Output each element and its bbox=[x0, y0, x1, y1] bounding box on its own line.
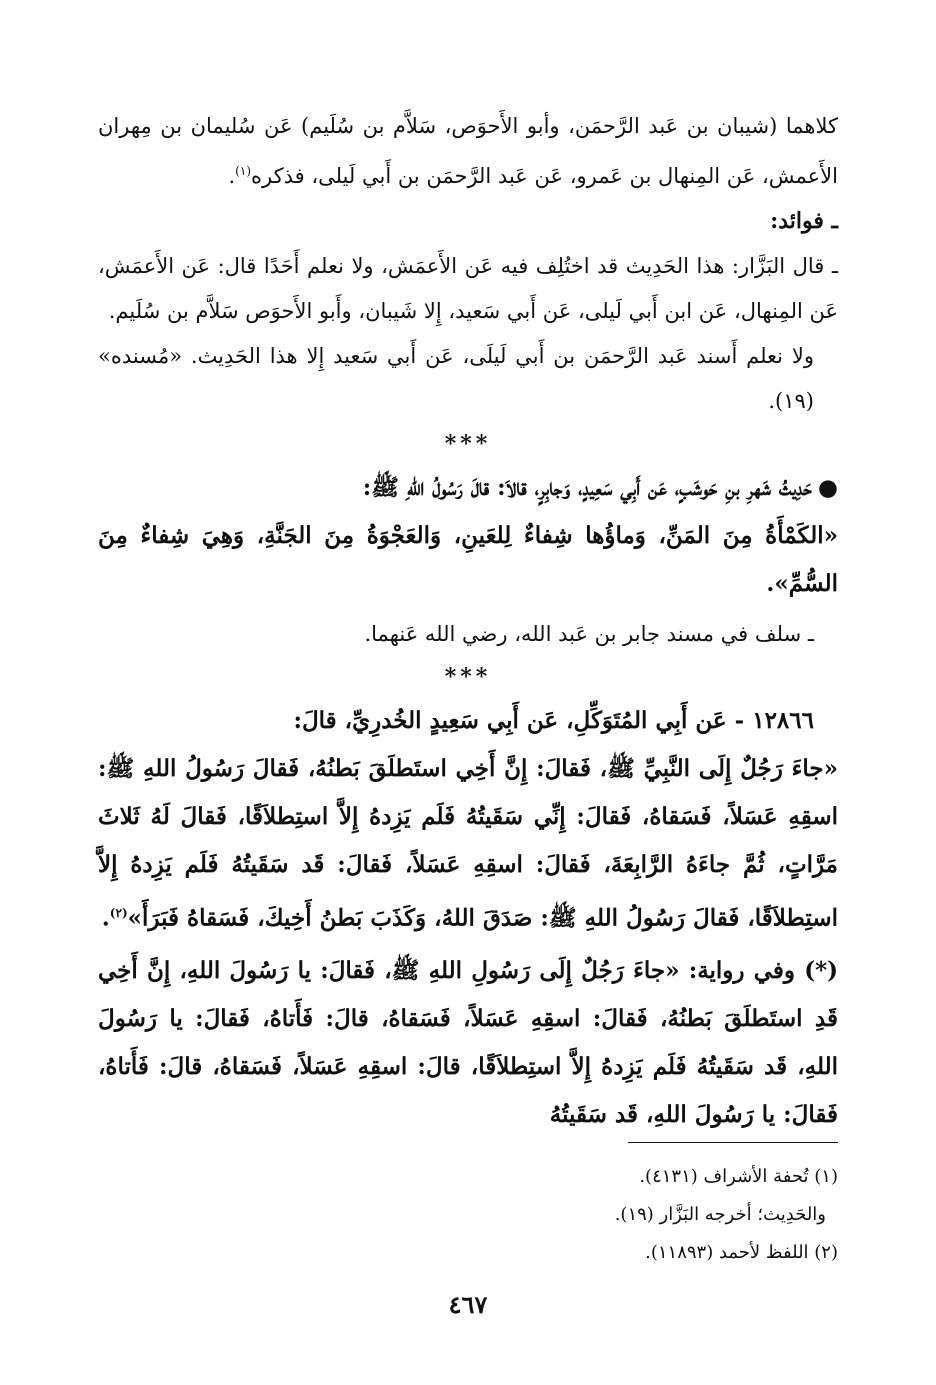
paragraph-musnad: ولا نعلم أَسند عَبد الرَّحمَن بن أَبي لَيلَى، عَن أَبي سَعيد إِلا هذا الحَدِيث. «مُسنده» (١٩). bbox=[98, 344, 814, 413]
separator-stars-2: *** bbox=[444, 664, 492, 690]
paragraph-chain-end: . bbox=[228, 164, 236, 188]
footnote-ref-1: (١) bbox=[235, 164, 251, 178]
hadith-shahr-intro bbox=[98, 464, 838, 512]
main-text bbox=[98, 104, 838, 1139]
hadith-12866-intro: ١٢٨٦٦ - عَن أَبِي المُتَوَكِّلِ، عَن أَبِي سَعِيدٍ الخُدرِيِّ، قالَ: bbox=[293, 707, 814, 734]
hadith-12866-body: «جاءَ رَجُلٌ إِلَى النَّبِيِّ ﷺ، فَقالَ: إِنَّ أَخِي استَطلَقَ بَطنُهُ، فَقالَ رَسُولُ اللهِ ﷺ: اسقِهِ عَسَلاً، فَسَقاهُ، فَقالَ: إِنِّي سَقَيتُهُ فَلَم يَزِدهُ إِلاَّ استِطلاَقًا، فَقالَ لَهُ ثَلاثَ مَرَّاتٍ، ثُمَّ جاءَهُ الرَّابِعَةَ، فَقالَ: اسقِهِ عَسَلاً، فَقالَ: قَد سَقَيتُهُ فَلَم يَزِدهُ إِلاَّ استِطلاَقًا، فَقالَ رَسُولُ اللهِ ﷺ: صَدَقَ اللهُ، وَكَذَبَ بَطنُ أَخِيكَ، فَسَقاهُ فَبَرَأَ» bbox=[98, 755, 838, 932]
footnote-divider bbox=[628, 1142, 838, 1143]
paragraph-salaf: ـ سلف في مسند جابر بن عَبد الله، رضي الله عَنهما. bbox=[364, 622, 814, 646]
bullet-icon: ● bbox=[817, 474, 838, 501]
paragraph-bazzar: ـ قال البَزَّار: هذا الحَدِيث قد اختُلِف فيه عَن الأَعمَش، ولا نعلم أَحَدًا قال: عَن الأَعمَش، عَن المِنهال، عَن ابن أَبي لَيلى، عَن أَبي سَعيد، إِلا شَيبان، وأَبو الأَحوَص سَلاَّم بن سُلَيم. bbox=[98, 254, 838, 323]
hadith-shahr-text: «الكَمْأَةُ مِنَ المَنِّ، وَماؤُها شِفاءٌ لِلعَينِ، وَالعَجْوَةُ مِنَ الجَنَّةِ، وَهِيَ شِفاءٌ مِنَ السُّمِّ». bbox=[98, 522, 838, 597]
footnote-2: (٢) اللفظ لأحمد (١١٨٩٣). bbox=[645, 1242, 838, 1263]
footnotes bbox=[98, 1158, 838, 1272]
footnote-1b: والحَدِيث؛ أخرجه البَزَّار (١٩). bbox=[614, 1204, 826, 1225]
hadith-shahr-intro-text: حَدِيثُ شَهرِ بنِ حَوشَبٍ، عَن أَبِي سَعِيدٍ، وَجابِرٍ، قالاَ: قالَ رَسُولُ اللهِ ﷺ: bbox=[362, 474, 812, 501]
riwaya-paragraph: (*) وفي رواية: «جاءَ رَجُلٌ إِلَى رَسُولِ اللهِ ﷺ، فَقالَ: يا رَسُولَ اللهِ، إِنَّ أَخِي قَدِ استَطلَقَ بَطنُهُ، فَقالَ: اسقِهِ عَسَلاً، فَسَقاهُ، قالَ: فَأَتاهُ، فَقالَ: يا رَسُولَ اللهِ، قَد سَقَيتُهُ فَلَم يَزِدهُ إِلاَّ استِطلاَقًا، قالَ: اسقِهِ عَسَلاً، فَسَقاهُ، قالَ: فَأَتاهُ، فَقالَ: يا رَسُولَ اللهِ، قَد سَقَيتُهُ bbox=[98, 956, 838, 1128]
hadith-12866-text bbox=[98, 745, 838, 943]
fawaid-heading: ـ فوائد: bbox=[770, 208, 838, 234]
footnote-1: (١) تُحفة الأشراف (٤١٣١). bbox=[639, 1166, 838, 1187]
hadith-12866-end: . bbox=[101, 904, 110, 932]
footnote-ref-2: (٢) bbox=[109, 906, 128, 920]
paragraph-chain-text: كلاهما (شيبان بن عَبد الرَّحمَن، وأبو الأَحوَص، سَلاَّم بن سُلَيم) عَن سُليمان بن مِهران الأَعمش، عَن المِنهال بن عَمرو، عَن عَبد الرَّحمَن بن أَبي لَيلى، فذكره bbox=[98, 114, 838, 188]
separator-stars: *** bbox=[444, 431, 492, 457]
page-number: ٤٦٧ bbox=[448, 1290, 488, 1319]
paragraph-chain bbox=[98, 104, 838, 199]
